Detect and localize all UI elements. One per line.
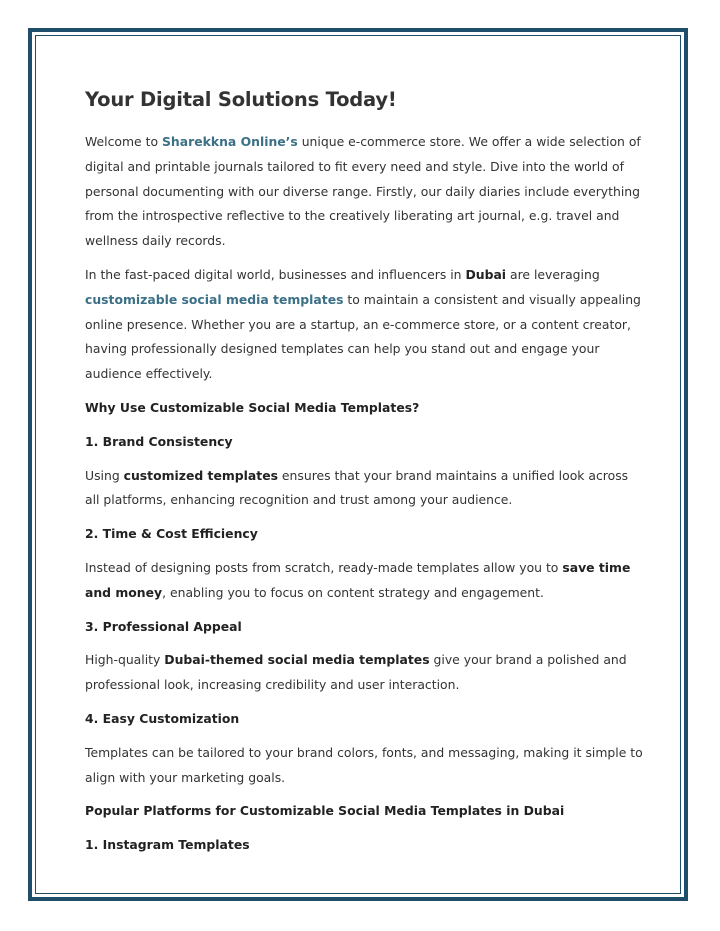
- brand-text-end: ensures that your brand maintains a unified look across all platforms, enhancing recognition and trust among your audience.: [85, 467, 629, 508]
- time-cost-paragraph: [85, 556, 645, 606]
- dubai-text-mid: are leveraging: [506, 266, 600, 282]
- customized-templates-bold: customized templates: [123, 467, 278, 483]
- popular-platforms-heading: Popular Platforms for Customizable Social Media Templates in Dubai: [85, 803, 565, 819]
- appeal-text-end: give your brand a polished and professional look, increasing credibility and user interaction.: [85, 652, 627, 693]
- dubai-bold: Dubai: [465, 266, 507, 282]
- professional-appeal-heading: 3. Professional Appeal: [85, 618, 242, 634]
- time-text-start: Instead of designing posts from scratch, ready-made templates allow you to: [85, 559, 563, 575]
- dubai-text-start: In the fast-paced digital world, businesses and influencers in: [85, 266, 466, 282]
- document-body: [85, 84, 645, 867]
- easy-customization-heading: 4. Easy Customization: [85, 710, 240, 726]
- professional-appeal-paragraph: [85, 648, 645, 698]
- dubai-text-end: to maintain a consistent and visually appealing online presence. Whether you are a startup, an e-commerce store, or a content creator, having professionally designed templates can help you stand out and engage your audience effectively.: [85, 291, 641, 382]
- brand-consistency-paragraph: [85, 464, 645, 514]
- easy-customization-paragraph: Templates can be tailored to your brand colors, fonts, and messaging, making it simple to align with your marketing goals.: [85, 744, 643, 785]
- page-title: Your Digital Solutions Today!: [85, 88, 397, 111]
- intro-text-start: Welcome to: [85, 134, 162, 149]
- save-time-bold: save time and money: [85, 559, 631, 600]
- instagram-templates-heading: 1. Instagram Templates: [85, 837, 250, 853]
- time-text-end: , enabling you to focus on content strategy and engagement.: [162, 584, 544, 600]
- brand-consistency-heading: 1. Brand Consistency: [85, 433, 233, 449]
- brand-text-start: Using: [85, 467, 124, 483]
- intro-paragraph: [85, 130, 645, 254]
- appeal-text-start: High-quality: [85, 652, 165, 668]
- why-heading: Why Use Customizable Social Media Templates?: [85, 399, 420, 415]
- dubai-paragraph: [85, 263, 645, 387]
- sharekkna-link[interactable]: Sharekkna Online’s: [162, 134, 298, 149]
- dubai-themed-bold: Dubai-themed social media templates: [164, 652, 430, 668]
- intro-text-end: unique e-commerce store. We offer a wide selection of digital and printable journals tailored to fit every need and style. Dive into the world of personal documenting with our diverse range. Firstly, our daily diaries include everything from the introspective reflective to the creatively liberating art journal, e.g. travel and wellness daily records.: [85, 134, 641, 249]
- time-cost-heading: 2. Time & Cost Efficiency: [85, 526, 258, 542]
- templates-link[interactable]: customizable social media templates: [85, 291, 344, 307]
